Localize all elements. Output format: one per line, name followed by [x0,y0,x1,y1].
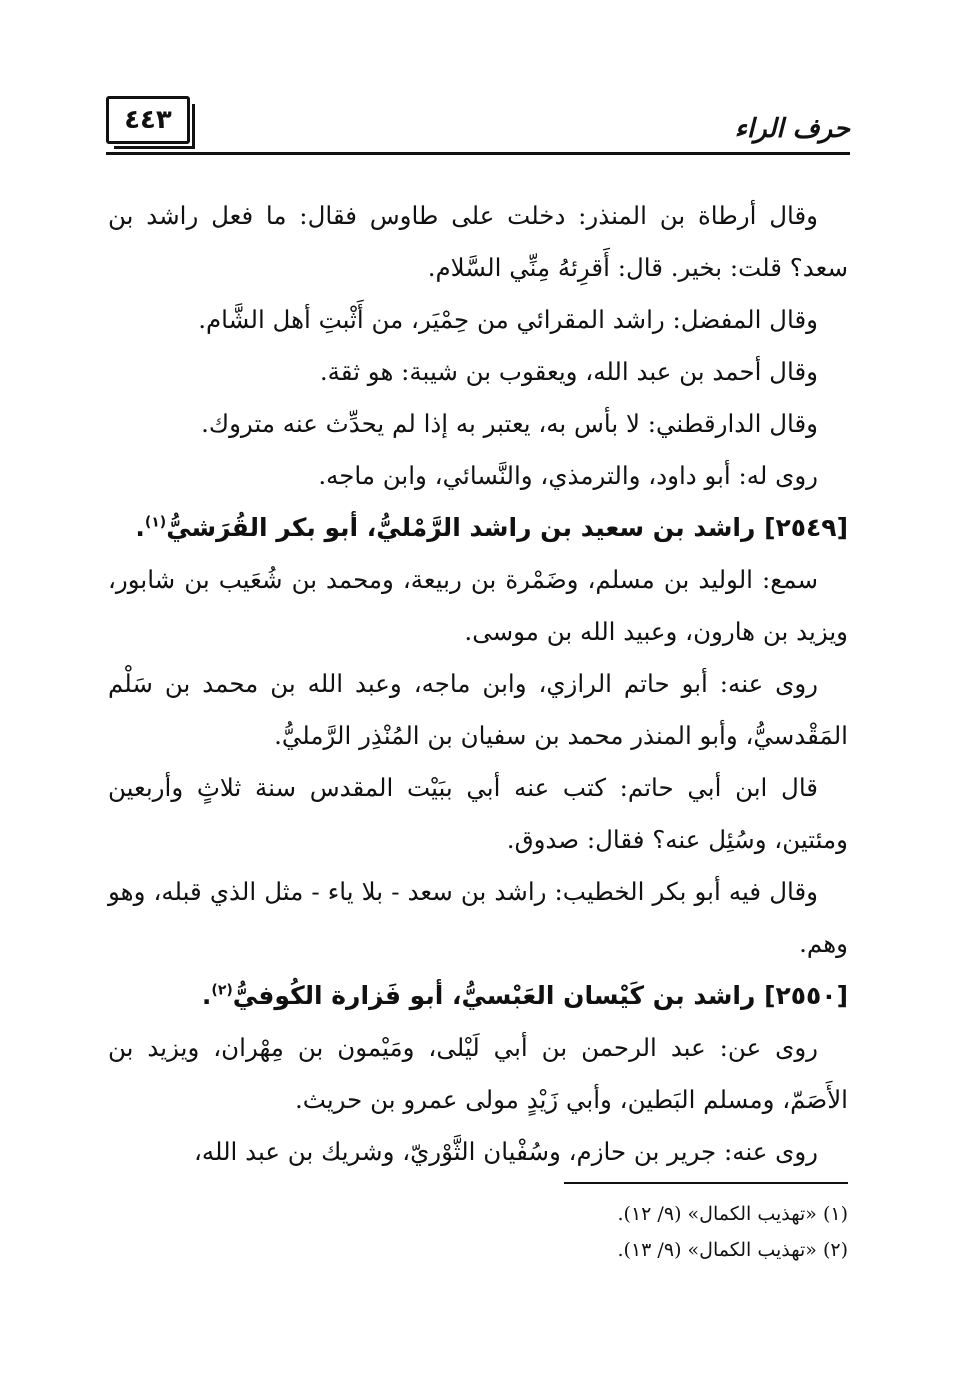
page-number: ٤٤٣ [106,96,190,144]
entry-heading-end: . [201,981,212,1010]
paragraph: وقال الدارقطني: لا بأس به، يعتبر به إذا لم يحدِّث عنه متروك. [201,409,818,438]
paragraph: روى عن: عبد الرحمن بن أبي لَيْلى، ومَيْمون بن مِهْران، ويزيد بن الأَصَمّ، ومسلم البَطين، وأبي زَيْدٍ مولى عمرو بن حريث. [108,1033,848,1114]
footnotes [108,1196,848,1268]
entry-heading [108,970,848,1022]
paragraph: وقال فيه أبو بكر الخطيب: راشد بن سعد - بلا ياء - مثل الذي قبله، وهو وهم. [108,877,848,958]
paragraph: وقال أرطاة بن المنذر: دخلت على طاوس فقال: ما فعل راشد بن سعد؟ قلت: بخير. قال: أَقرِئهُ مِنِّي السَّلام. [108,201,848,282]
entry-heading-text: [٢٥٤٩] راشد بن سعيد بن راشد الرَّمْليُّ، أبو بكر القُرَشيُّ [166,513,848,542]
paragraph: وقال المفضل: راشد المقرائي من حِمْيَر، من أَثْبتِ أهل الشَّام. [198,305,818,334]
page-header [106,96,850,158]
paragraph: قال ابن أبي حاتم: كتب عنه أبي ببَيْت المقدس سنة ثلاثٍ وأربعين ومئتين، وسُئِل عنه؟ فقال: صدوق. [108,773,848,854]
footnote: (١) «تهذيب الكمال» (٩/ ١٢). [617,1203,848,1225]
entry-heading [108,502,848,554]
paragraph: روى له: أبو داود، والترمذي، والنَّسائي، وابن ماجه. [318,461,818,490]
entry-heading-end: . [135,513,145,542]
paragraph: روى عنه: جرير بن حازم، وسُفْيان الثَّوْريّ، وشريك بن عبد الله، [193,1137,818,1166]
running-head: حرف الراء [734,114,850,144]
footnote-separator [564,1182,848,1184]
paragraph: وقال أحمد بن عبد الله، ويعقوب بن شيبة: هو ثقة. [319,357,818,386]
entry-heading-text: [٢٥٥٠] راشد بن كَيْسان العَبْسيُّ، أبو فَزارة الكُوفيُّ [232,981,848,1010]
footnote-marker: (٢) [211,982,233,999]
paragraph: سمع: الوليد بن مسلم، وضَمْرة بن ربيعة، ومحمد بن شُعَيب بن شابور، ويزيد بن هارون، وعبيد الله بن موسى. [108,565,848,646]
main-text [108,190,848,1178]
footnote-marker: (١) [144,514,167,531]
footnote: (٢) «تهذيب الكمال» (٩/ ١٣). [617,1239,848,1261]
header-rule [106,152,850,155]
paragraph: روى عنه: أبو حاتم الرازي، وابن ماجه، وعبد الله بن محمد بن سَلْم المَقْدسيُّ، وأبو المنذر محمد بن سفيان بن المُنْذِر الرَّمليُّ. [108,669,848,750]
